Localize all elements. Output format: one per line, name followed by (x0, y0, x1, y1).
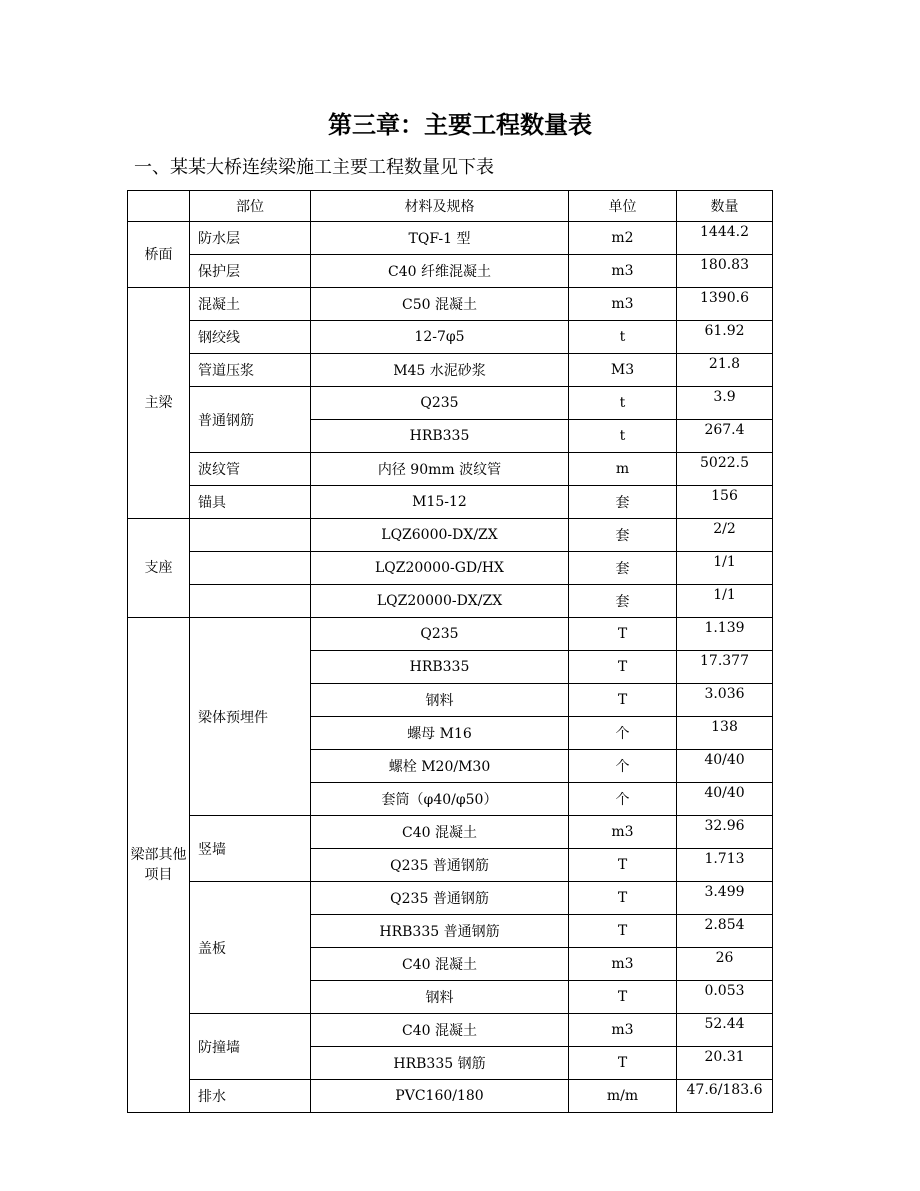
material-cell: Q235 (311, 618, 569, 651)
material-cell: HRB335 钢筋 (311, 1047, 569, 1080)
table-row (128, 486, 773, 519)
qty-cell: 3.9 (677, 387, 773, 420)
unit-cell: m2 (569, 222, 677, 255)
material-cell: 钢料 (311, 684, 569, 717)
qty-cell: 2.854 (677, 915, 773, 948)
qty-cell: 1/1 (677, 585, 773, 618)
unit-cell: t (569, 321, 677, 354)
material-cell: Q235 (311, 387, 569, 420)
unit-cell: 套 (569, 519, 677, 552)
part-cell (190, 552, 311, 585)
unit-cell: m/m (569, 1080, 677, 1113)
unit-cell: M3 (569, 354, 677, 387)
material-cell: TQF-1 型 (311, 222, 569, 255)
qty-cell: 1444.2 (677, 222, 773, 255)
material-cell: C40 混凝土 (311, 816, 569, 849)
unit-cell: m3 (569, 1014, 677, 1047)
table-row (128, 255, 773, 288)
qty-cell: 0.053 (677, 981, 773, 1014)
unit-cell: m3 (569, 948, 677, 981)
table-row (128, 519, 773, 552)
category-cell: 支座 (128, 519, 190, 618)
part-cell: 管道压浆 (190, 354, 311, 387)
category-cell: 桥面 (128, 222, 190, 288)
material-cell: C40 混凝土 (311, 948, 569, 981)
material-cell: LQZ20000-DX/ZX (311, 585, 569, 618)
qty-cell: 3.499 (677, 882, 773, 915)
unit-cell: 个 (569, 750, 677, 783)
material-cell: C40 纤维混凝土 (311, 255, 569, 288)
part-cell: 排水 (190, 1080, 311, 1113)
unit-cell: T (569, 618, 677, 651)
qty-cell: 156 (677, 486, 773, 519)
unit-cell: T (569, 651, 677, 684)
section-heading: 一、某某大桥连续梁施工主要工程数量见下表 (134, 157, 494, 178)
table-header-row (128, 191, 773, 222)
unit-cell: m3 (569, 816, 677, 849)
material-cell: HRB335 (311, 651, 569, 684)
qty-cell: 5022.5 (677, 453, 773, 486)
part-cell: 盖板 (190, 882, 311, 1014)
unit-cell: T (569, 1047, 677, 1080)
part-cell: 防水层 (190, 222, 311, 255)
table-row (128, 618, 773, 651)
table-row (128, 882, 773, 915)
qty-cell: 26 (677, 948, 773, 981)
qty-cell: 32.96 (677, 816, 773, 849)
unit-cell: 个 (569, 717, 677, 750)
table-row (128, 453, 773, 486)
material-cell: 内径 90mm 波纹管 (311, 453, 569, 486)
quantity-table (127, 190, 773, 1113)
category-cell: 梁部其他项目 (128, 618, 190, 1113)
header-blank (128, 191, 190, 222)
part-cell (190, 585, 311, 618)
material-cell: Q235 普通钢筋 (311, 882, 569, 915)
qty-cell: 138 (677, 717, 773, 750)
qty-cell: 2/2 (677, 519, 773, 552)
unit-cell: T (569, 849, 677, 882)
part-cell: 钢绞线 (190, 321, 311, 354)
part-cell: 波纹管 (190, 453, 311, 486)
part-cell: 保护层 (190, 255, 311, 288)
qty-cell: 1390.6 (677, 288, 773, 321)
table-row (128, 1080, 773, 1113)
table-row (128, 321, 773, 354)
material-cell: 螺栓 M20/M30 (311, 750, 569, 783)
unit-cell: 套 (569, 486, 677, 519)
material-cell: 12-7φ5 (311, 321, 569, 354)
part-cell: 普通钢筋 (190, 387, 311, 453)
material-cell: M45 水泥砂浆 (311, 354, 569, 387)
qty-cell: 3.036 (677, 684, 773, 717)
unit-cell: 套 (569, 585, 677, 618)
page-title: 第三章：主要工程数量表 (328, 111, 592, 139)
qty-cell: 1.713 (677, 849, 773, 882)
table-row (128, 1014, 773, 1047)
table-row (128, 387, 773, 420)
header-material: 材料及规格 (311, 191, 569, 222)
unit-cell: t (569, 387, 677, 420)
unit-cell: T (569, 684, 677, 717)
unit-cell: m3 (569, 288, 677, 321)
qty-cell: 180.83 (677, 255, 773, 288)
table-row (128, 222, 773, 255)
material-cell: Q235 普通钢筋 (311, 849, 569, 882)
material-cell: PVC160/180 (311, 1080, 569, 1113)
part-cell: 混凝土 (190, 288, 311, 321)
qty-cell: 40/40 (677, 750, 773, 783)
unit-cell: T (569, 882, 677, 915)
unit-cell: 个 (569, 783, 677, 816)
material-cell: HRB335 (311, 420, 569, 453)
unit-cell: T (569, 981, 677, 1014)
header-unit: 单位 (569, 191, 677, 222)
material-cell: C40 混凝土 (311, 1014, 569, 1047)
part-cell: 锚具 (190, 486, 311, 519)
table-row (128, 288, 773, 321)
qty-cell: 61.92 (677, 321, 773, 354)
qty-cell: 1/1 (677, 552, 773, 585)
material-cell: 套筒（φ40/φ50） (311, 783, 569, 816)
material-cell: M15-12 (311, 486, 569, 519)
unit-cell: t (569, 420, 677, 453)
category-cell: 主梁 (128, 288, 190, 519)
qty-cell: 47.6/183.6 (677, 1080, 773, 1113)
material-cell: C50 混凝土 (311, 288, 569, 321)
material-cell: LQZ6000-DX/ZX (311, 519, 569, 552)
qty-cell: 21.8 (677, 354, 773, 387)
qty-cell: 52.44 (677, 1014, 773, 1047)
part-cell: 竖墙 (190, 816, 311, 882)
material-cell: 螺母 M16 (311, 717, 569, 750)
table-row (128, 585, 773, 618)
material-cell: 钢料 (311, 981, 569, 1014)
unit-cell: m3 (569, 255, 677, 288)
qty-cell: 40/40 (677, 783, 773, 816)
table-row (128, 552, 773, 585)
table-row (128, 816, 773, 849)
material-cell: LQZ20000-GD/HX (311, 552, 569, 585)
unit-cell: 套 (569, 552, 677, 585)
header-part: 部位 (190, 191, 311, 222)
unit-cell: T (569, 915, 677, 948)
part-cell (190, 519, 311, 552)
qty-cell: 267.4 (677, 420, 773, 453)
table-row (128, 354, 773, 387)
qty-cell: 20.31 (677, 1047, 773, 1080)
part-cell: 防撞墙 (190, 1014, 311, 1080)
header-qty: 数量 (677, 191, 773, 222)
material-cell: HRB335 普通钢筋 (311, 915, 569, 948)
qty-cell: 1.139 (677, 618, 773, 651)
unit-cell: m (569, 453, 677, 486)
part-cell: 梁体预埋件 (190, 618, 311, 816)
qty-cell: 17.377 (677, 651, 773, 684)
